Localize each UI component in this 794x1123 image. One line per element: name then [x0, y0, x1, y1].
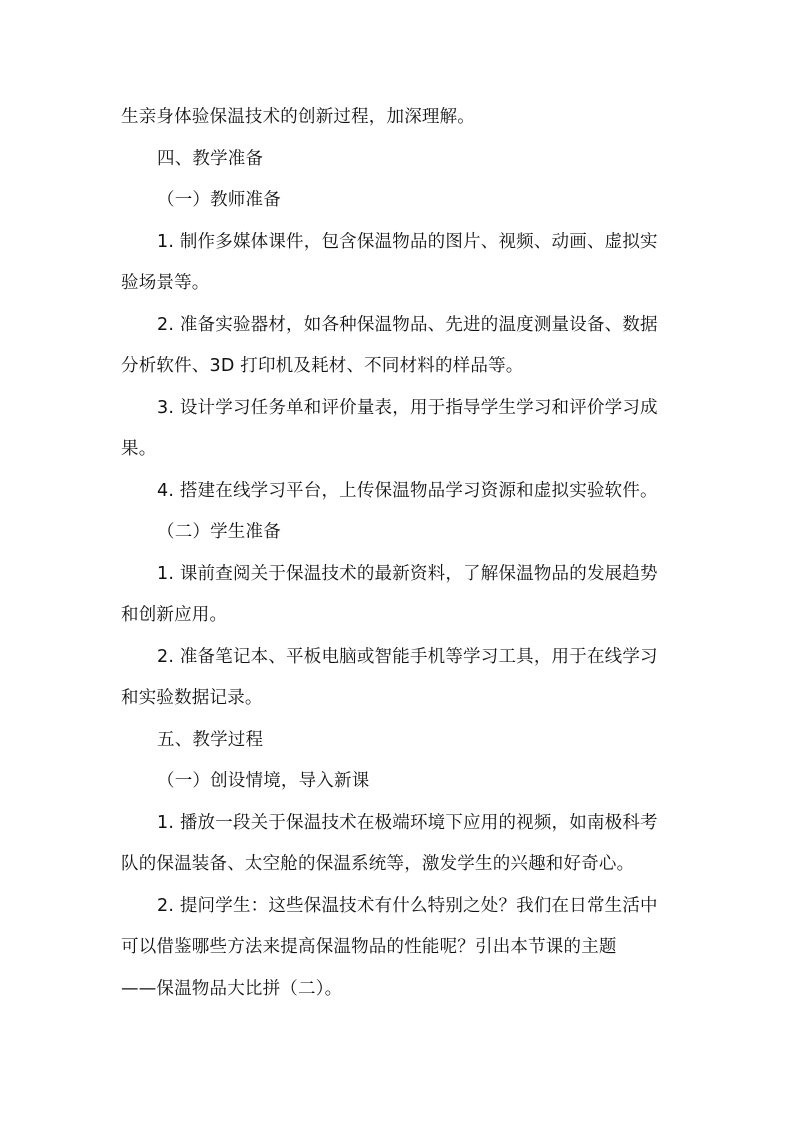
- list-item-line: 1. 播放一段关于保温技术在极端环境下应用的视频，如南极科考: [157, 813, 658, 833]
- subsection-heading-teacher: （一）教师准备: [157, 190, 281, 210]
- subsection-heading-intro: （一）创设情境，导入新课: [157, 771, 370, 791]
- list-item-line: 1. 课前查阅关于保温技术的最新资料，了解保温物品的发展趋势: [157, 564, 658, 584]
- list-item-line: 验场景等。: [121, 273, 210, 293]
- list-item-line: 和创新应用。: [121, 605, 228, 625]
- subsection-heading-student: （二）学生准备: [157, 522, 281, 542]
- list-item-line: 2. 准备笔记本、平板电脑或智能手机等学习工具，用于在线学习: [157, 647, 658, 667]
- list-item-line: 和实验数据记录。: [121, 688, 263, 708]
- paragraph-line: 生亲身体验保温技术的创新过程，加深理解。: [121, 107, 475, 127]
- list-item-line: 队的保温装备、太空舱的保温系统等，激发学生的兴趣和好奇心。: [121, 854, 635, 874]
- list-item-line: 4. 搭建在线学习平台，上传保温物品学习资源和虚拟实验软件。: [157, 481, 658, 501]
- list-item-line: 分析软件、3D 打印机及耗材、不同材料的样品等。: [121, 356, 524, 376]
- list-item-line: 果。: [121, 439, 157, 459]
- list-item-line: ——保温物品大比拼（二）。: [121, 979, 343, 999]
- list-item-line: 可以借鉴哪些方法来提高保温物品的性能呢？引出本节课的主题: [121, 937, 617, 957]
- section-heading-process: 五、教学过程: [157, 730, 264, 750]
- list-item-line: 3. 设计学习任务单和评价量表，用于指导学生学习和评价学习成: [157, 398, 658, 418]
- section-heading-preparation: 四、教学准备: [157, 149, 264, 169]
- list-item-line: 2. 提问学生：这些保温技术有什么特别之处？我们在日常生活中: [157, 896, 658, 916]
- list-item-line: 1. 制作多媒体课件，包含保温物品的图片、视频、动画、虚拟实: [157, 232, 658, 252]
- list-item-line: 2. 准备实验器材，如各种保温物品、先进的温度测量设备、数据: [157, 315, 658, 335]
